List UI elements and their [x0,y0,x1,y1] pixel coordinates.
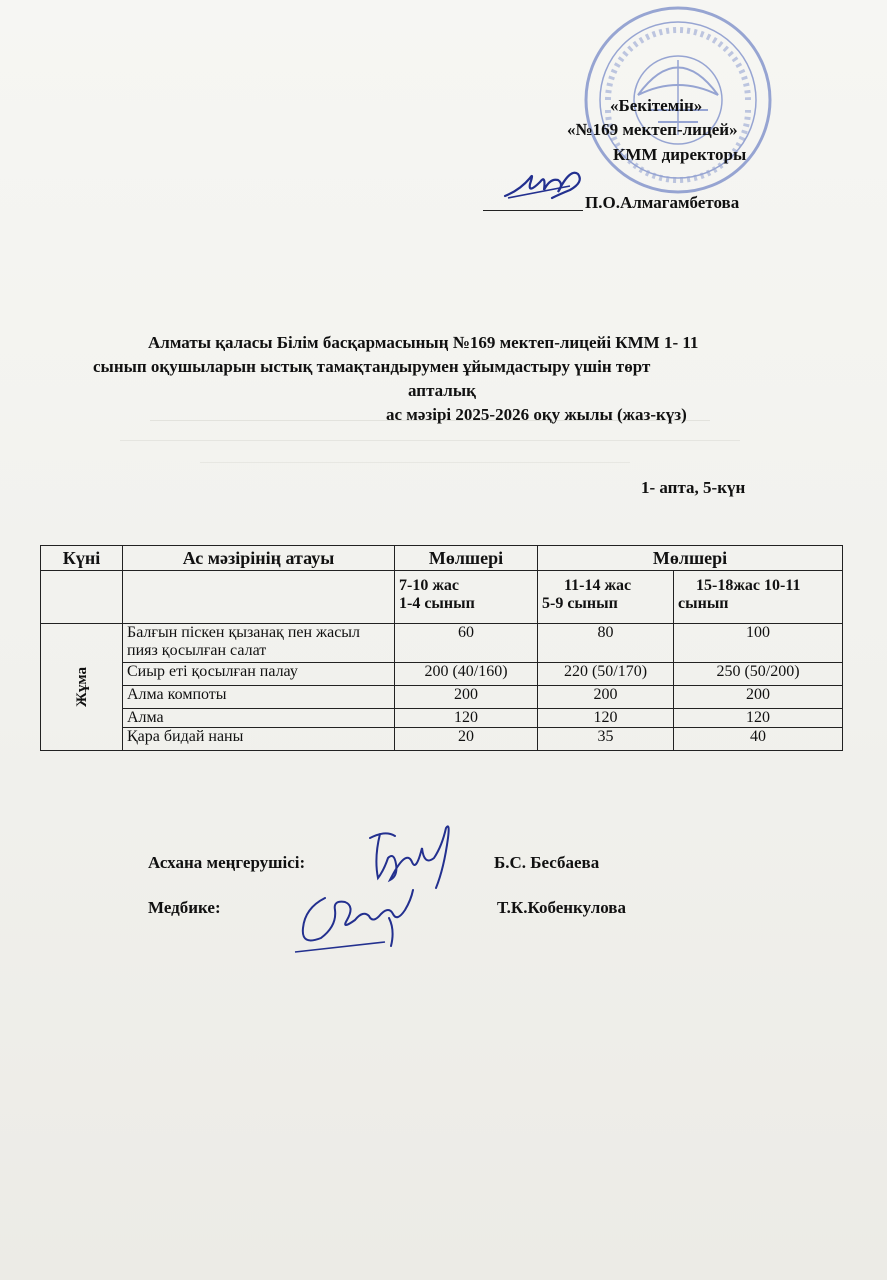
dish-name: Қара бидай наны [123,728,395,751]
age-group-3 [674,571,843,624]
table-row [41,663,843,686]
amount-value: 200 [674,686,843,709]
age-group-3-line2: сынып [678,595,729,612]
age-group-1-line2: 1-4 сынып [399,595,475,612]
amount-value: 60 [395,624,538,663]
title-line-4: ас мәзірі 2025-2026 оқу жылы (жаз-күз) [386,405,687,424]
age-group-2-line2: 5-9 сынып [542,595,618,612]
age-group-3-line1: 15-18жас 10-11 [696,577,801,594]
amount-value: 120 [674,709,843,728]
week-day-label: 1- апта, 5-күн [641,478,746,497]
dish-name: Алма [123,709,395,728]
dish-name: Алма компоты [123,686,395,709]
table-row [41,728,843,751]
table-row [41,709,843,728]
age-empty-cell [123,571,395,624]
table-row [41,624,843,663]
amount-value: 200 (40/160) [395,663,538,686]
dish-name: Сиыр еті қосылған палау [123,663,395,686]
title-line-3: апталық [408,381,476,400]
cook-name: Б.С. Бесбаева [494,853,600,872]
director-name: П.О.Алмагамбетова [585,193,740,212]
amount-value: 200 [538,686,674,709]
amount-value: 200 [395,686,538,709]
nurse-name: Т.К.Кобенкулова [497,898,626,917]
age-group-2-line1: 11-14 жас [564,577,632,594]
approval-line-2: «№169 мектеп-лицей» [567,120,738,139]
approval-line-1: «Бекітемін» [610,96,703,115]
age-group-2 [538,571,674,624]
header-amount-groups: Мөлшері [538,546,843,571]
table-header-row [41,546,843,571]
cook-label: Асхана меңгерушісі: [148,853,306,872]
header-amount: Мөлшері [395,546,538,571]
amount-value: 40 [674,728,843,751]
amount-value: 35 [538,728,674,751]
table-age-row [41,571,843,624]
nurse-label: Медбике: [148,898,221,917]
header-day: Күні [41,546,123,571]
title-line-1: Алматы қаласы Білім басқармасының №169 мектеп-лицейі КММ 1- 11 [148,333,699,352]
amount-value: 220 (50/170) [538,663,674,686]
age-group-1 [395,571,538,624]
bleed-through-line [200,462,630,463]
amount-value: 120 [538,709,674,728]
nurse-signature-icon [285,880,425,960]
age-group-1-line1: 7-10 жас [399,577,460,594]
amount-value: 100 [674,624,843,663]
dish-name: Балғын піскен қызанақ пен жасыл пияз қосылған салат [123,624,395,663]
title-line-2: сынып оқушыларын ыстық тамақтандырумен ұйымдастыру үшін төрт [93,357,651,376]
bleed-through-line [120,440,740,441]
amount-value: 120 [395,709,538,728]
header-dish: Ас мәзірінің атауы [123,546,395,571]
day-label: Жұма [73,667,90,707]
menu-table [40,545,843,751]
approval-line-3: КММ директоры [613,145,747,164]
age-empty-cell [41,571,123,624]
amount-value: 250 (50/200) [674,663,843,686]
amount-value: 20 [395,728,538,751]
amount-value: 80 [538,624,674,663]
day-cell [41,624,123,751]
table-row [41,686,843,709]
director-signature-line [483,210,583,211]
